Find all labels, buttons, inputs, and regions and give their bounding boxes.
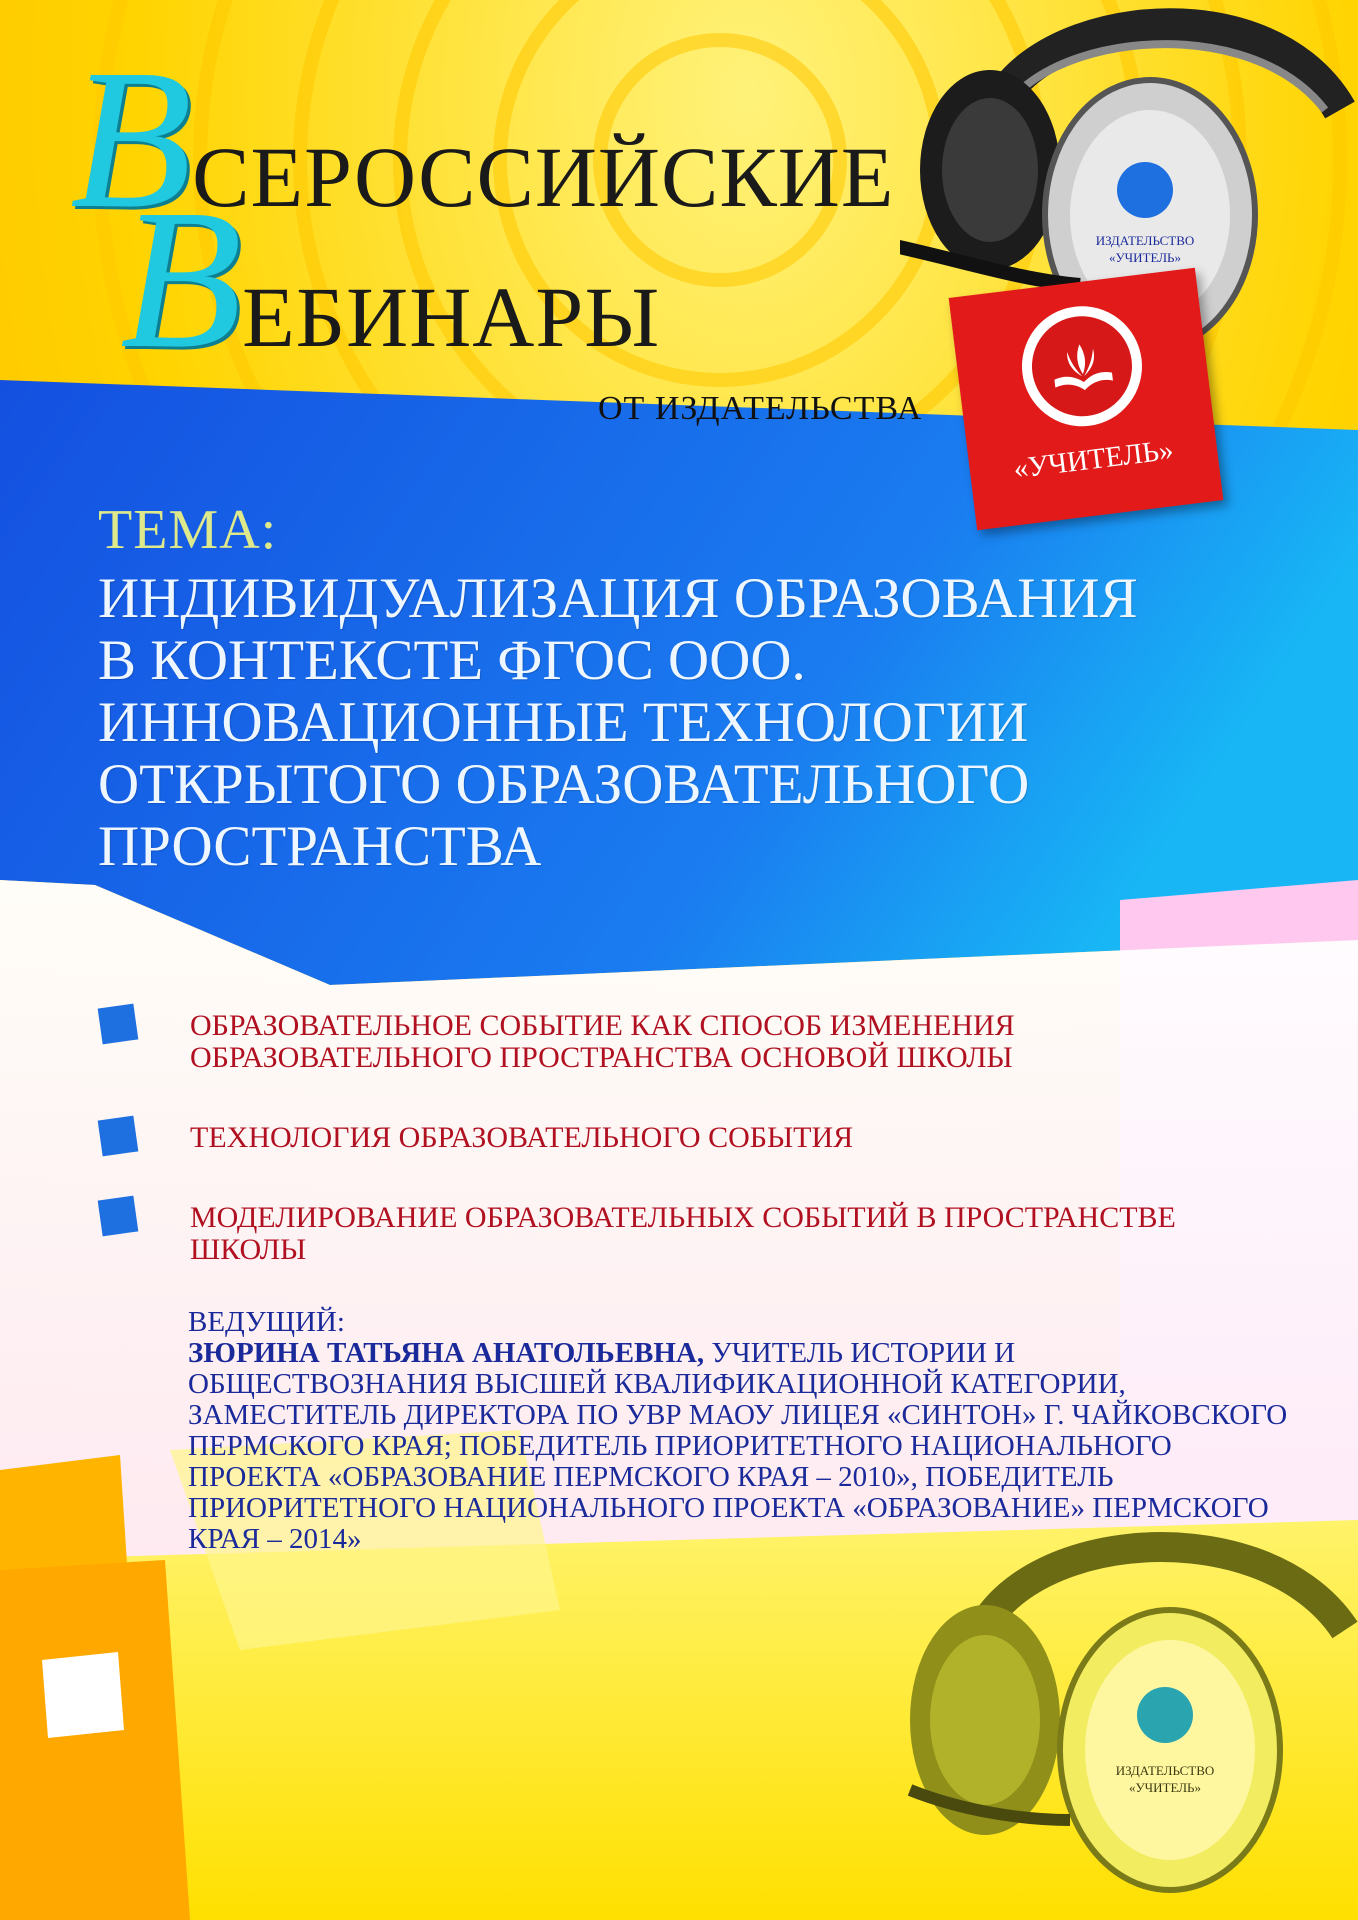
svg-text:«УЧИТЕЛЬ»: «УЧИТЕЛЬ» [1128,1780,1202,1795]
bullet-square-icon [98,1004,139,1045]
publisher-name: «УЧИТЕЛЬ» [1011,433,1176,486]
topic-title-line: ОТКРЫТОГО ОБРАЗОВАТЕЛЬНОГО [98,753,1030,816]
topic-title [98,568,1298,878]
svg-text:«УЧИТЕЛЬ»: «УЧИТЕЛЬ» [1108,250,1182,265]
presenter-block [188,1307,1288,1555]
topic-title-line: ИННОВАЦИОННЫЕ ТЕХНОЛОГИИ [98,691,1029,754]
title-initial-1: В [70,29,193,250]
topic-title-line: В КОНТЕКСТЕ ФГОС ООО. [98,629,806,692]
presenter-name: ЗЮРИНА ТАТЬЯНА АНАТОЛЬЕВНА, [188,1337,705,1369]
list-item-text: ОБРАЗОВАТЕЛЬНОЕ СОБЫТИЕ КАК СПОСОБ ИЗМЕНЕНИЯ ОБРАЗОВАТЕЛЬНОГО ПРОСТРАНСТВА ОСНОВОЙ ШКОЛЫ [190,1009,1015,1074]
topic-title-line: ПРОСТРАНСТВА [98,815,542,878]
publisher-logo [949,268,1224,530]
bullet-square-icon [98,1196,139,1237]
list-item-text: ТЕХНОЛОГИЯ ОБРАЗОВАТЕЛЬНОГО СОБЫТИЯ [190,1121,854,1154]
title-line-2 [120,169,661,390]
publisher-from: ОТ ИЗДАТЕЛЬСТВА [598,390,923,427]
presenter-label: ВЕДУЩИЙ: [188,1306,345,1338]
svg-text:ИЗДАТЕЛЬСТВО: ИЗДАТЕЛЬСТВО [1095,233,1195,248]
title-word-2: ЕБИНАРЫ [242,269,661,365]
svg-text:ИЗДАТЕЛЬСТВО: ИЗДАТЕЛЬСТВО [1115,1763,1215,1778]
book-emblem-icon [1015,299,1149,433]
presenter-description: УЧИТЕЛЬ ИСТОРИИ И ОБЩЕСТВОЗНАНИЯ ВЫСШЕЙ КВАЛИФИКАЦИОННОЙ КАТЕГОРИИ, ЗАМЕСТИТЕЛЬ ДИРЕКТОРА ПО УВР МАОУ ЛИЦЕЯ «СИНТОН» Г. ЧАЙКОВСКОГО ПЕРМСКОГО КРАЯ; ПОБЕДИТЕЛЬ ПРИОРИТЕТНОГО НАЦИОНАЛЬНОГО ПРОЕКТА «ОБРАЗОВАНИЕ ПЕРМСКОГО КРАЯ – 2010», ПОБЕДИТЕЛЬ ПРИОРИТЕТНОГО НАЦИОНАЛЬНОГО ПРОЕКТА «ОБРАЗОВАНИЕ» ПЕРМСКОГО КРАЯ – 2014» [188,1337,1288,1555]
title-word-1: СЕРОССИЙСКИЕ [192,129,895,225]
bullet-square-icon [98,1116,139,1157]
topic-title-line: ИНДИВИДУАЛИЗАЦИЯ ОБРАЗОВАНИЯ [98,567,1138,630]
list-item-text: МОДЕЛИРОВАНИЕ ОБРАЗОВАТЕЛЬНЫХ СОБЫТИЙ В ПРОСТРАНСТВЕ ШКОЛЫ [190,1201,1176,1266]
title-initial-2: В [120,169,243,390]
topic-label: ТЕМА: [98,499,278,561]
